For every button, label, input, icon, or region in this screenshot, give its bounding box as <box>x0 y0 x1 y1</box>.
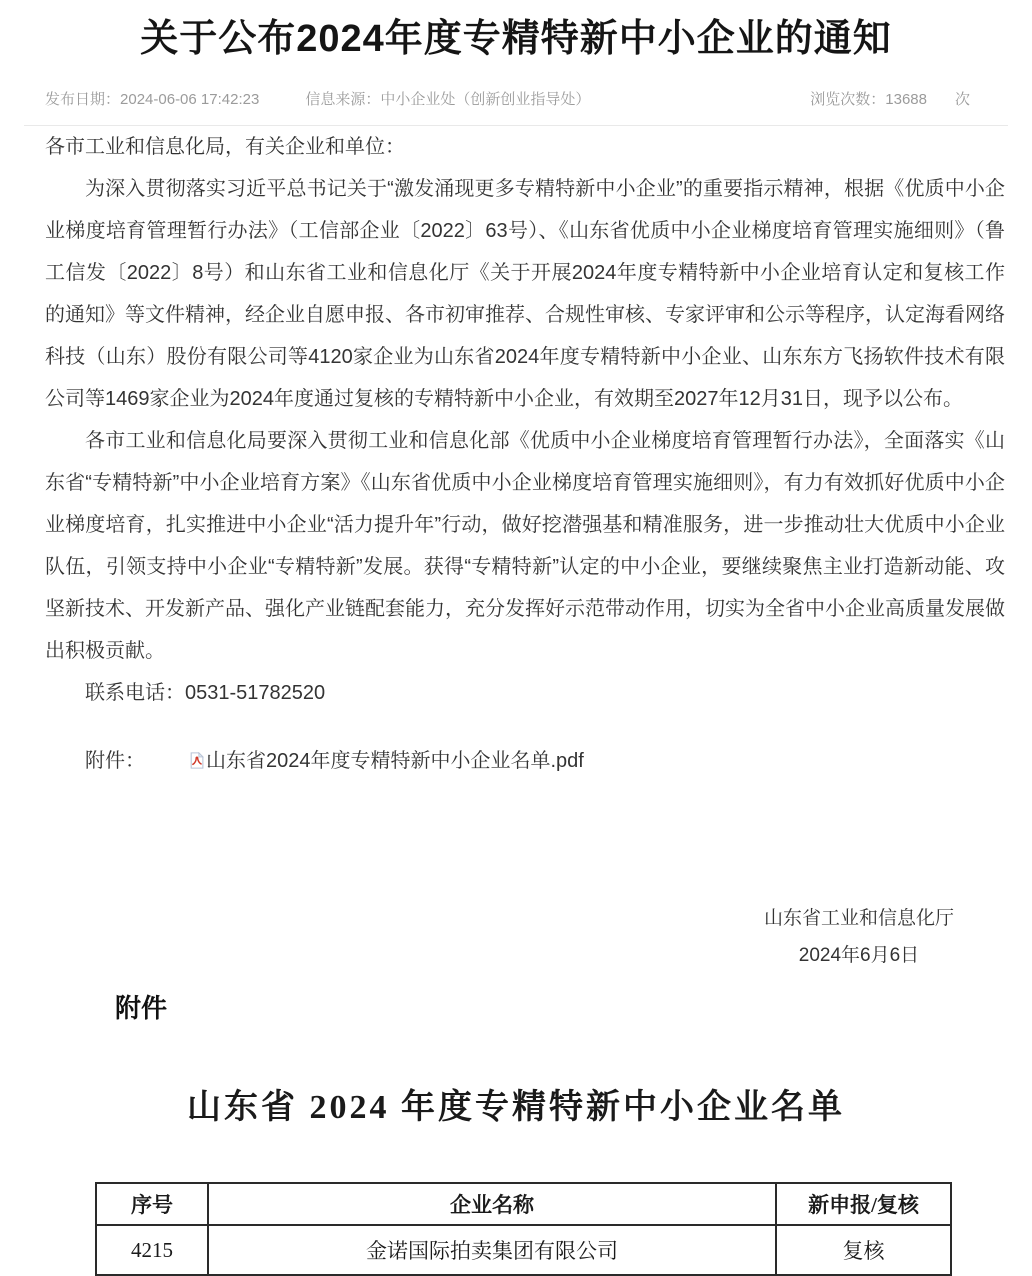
attachment-pdf-link[interactable]: 山东省2024年度专精特新中小企业名单.pdf <box>206 750 584 772</box>
view-count <box>810 88 970 109</box>
info-source <box>305 88 590 109</box>
view-count-value: 13688 <box>885 91 927 108</box>
cell-status: 复核 <box>776 1225 951 1275</box>
body-paragraph-1: 为深入贯彻落实习近平总书记关于“激发涌现更多专精特新中小企业”的重要指示精神，根据《优质中小企业梯度培育管理暂行办法》（工信部企业〔2022〕63号）、《山东省优质中小企业梯度培育管理实施细则》（鲁工信发〔2022〕8号）和山东省工业和信息化厅《关于开展2024年度专精特新中小企业培育认定和复核工作的通知》等文件精神，经企业自愿申报、各市初审推荐、合规性审核、专家评审和公示等程序，认定海看网络科技（山东）股份有限公司等4120家企业为山东省2024年度专精特新中小企业、山东东方飞扬软件技术有限公司等1469家企业为2024年度通过复核的专精特新中小企业，有效期至2027年12月31日，现予以公布。 <box>45 178 1005 410</box>
column-header-status: 新申报/复核 <box>776 1183 951 1225</box>
view-count-unit: 次 <box>954 91 970 108</box>
appendix-label: 附件 <box>115 993 168 1023</box>
pdf-file-icon <box>148 752 205 769</box>
table-row <box>96 1225 951 1275</box>
company-list-table <box>95 1182 952 1276</box>
attachment-label: 附件： <box>85 750 145 772</box>
signature-date: 2024年6月6日 <box>798 945 920 966</box>
publish-date <box>45 88 259 109</box>
signature-org: 山东省工业和信息化厅 <box>763 908 954 929</box>
signature-block <box>764 900 954 974</box>
publish-date-value: 2024-06-06 17:42:23 <box>120 91 260 108</box>
column-header-seq: 序号 <box>96 1183 208 1225</box>
appendix-doc-title: 山东省 2024 年度专精特新中小企业名单 <box>187 1089 845 1126</box>
info-source-label: 信息来源： <box>305 91 381 108</box>
publish-date-label: 发布日期： <box>45 91 121 108</box>
meta-bar <box>45 88 970 109</box>
view-count-label: 浏览次数： <box>810 91 886 108</box>
column-header-company: 企业名称 <box>208 1183 776 1225</box>
body-paragraph-2: 各市工业和信息化局要深入贯彻工业和信息化部《优质中小企业梯度培育管理暂行办法》，全面落实《山东省“专精特新”中小企业培育方案》《山东省优质中小企业梯度培育管理实施细则》，有力有效抓好优质中小企业梯度培育，扎实推进中小企业“活力提升年”行动，做好挖潜强基和精准服务，进一步推动壮大优质中小企业队伍，引领支持中小企业“专精特新”发展。获得“专精特新”认定的中小企业，要继续聚焦主业打造新动能、攻坚新技术、开发新产品、强化产业链配套能力，充分发挥好示范带动作用，切实为全省中小企业高质量发展做出积极贡献。 <box>45 430 1005 662</box>
page-title: 关于公布2024年度专精特新中小企业的通知 <box>140 18 892 60</box>
info-source-value: 中小企业处（创新创业指导处） <box>380 91 591 108</box>
cell-seq: 4215 <box>96 1225 208 1275</box>
article-body <box>45 126 1005 782</box>
table-header-row <box>96 1183 951 1225</box>
cell-company: 金诺国际拍卖集团有限公司 <box>208 1225 776 1275</box>
attachment-line <box>45 740 1005 782</box>
contact-phone-line: 联系电话：0531-51782520 <box>85 682 326 704</box>
salutation-paragraph: 各市工业和信息化局，有关企业和单位： <box>45 136 405 158</box>
